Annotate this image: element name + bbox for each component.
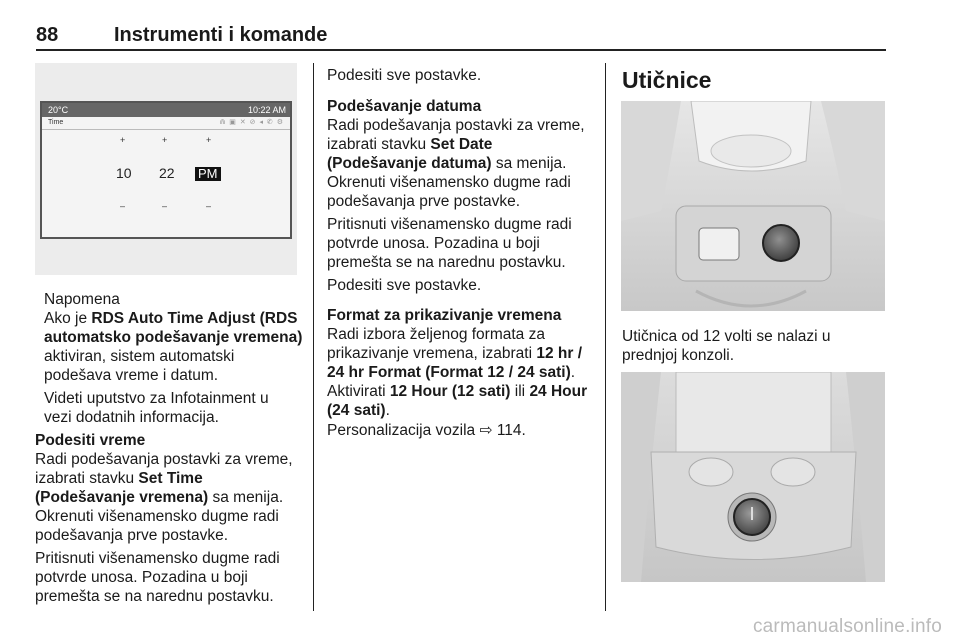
set-time-line-4: Okrenuti višenamensko dugme radi	[35, 508, 279, 525]
set-time-line-5: podešavanja prve postavke.	[35, 527, 229, 544]
note-line-2: automatsko podešavanje vremena)	[44, 329, 303, 346]
screen-menu-title: Time	[48, 119, 64, 126]
set-date-p2-line-3: premešta se na narednu postavku.	[327, 254, 566, 271]
set-date-p2-line-1: Pritisnuti višenamensko dugme radi	[327, 216, 572, 233]
set-time-line-2: izabrati stavku Set Time	[35, 470, 203, 487]
set-date-line-1: Radi podešavanja postavki za vreme,	[327, 117, 585, 134]
set-date-line-5: podešavanja prve postavke.	[327, 193, 521, 210]
hour-minus-icon: –	[120, 201, 126, 211]
power-outlet-photo-2	[621, 372, 885, 582]
minute-minus-icon: –	[162, 201, 168, 211]
time-format-line-5: (24 sati).	[327, 402, 390, 419]
page-header	[36, 24, 886, 52]
time-format-line-4: Aktivirati 12 Hour (12 sati) ili 24 Hour	[327, 383, 588, 400]
hour-value: 10	[116, 165, 132, 181]
cross-reference: Personalizacija vozila ⇨ 114.	[327, 422, 526, 439]
minute-value: 22	[159, 165, 175, 181]
set-date-line-2: izabrati stavku Set Date	[327, 136, 493, 153]
watermark: carmanualsonline.info	[752, 616, 942, 637]
note-p2-line-1: Videti uputstvo za Infotainment u	[44, 390, 269, 407]
screen-status-icons: ⋒ ▣ ✕ ⊘ ◂ ✆ ⚙	[219, 119, 284, 126]
note-line-4: podešava vreme i datum.	[44, 367, 219, 384]
minute-plus-icon: +	[162, 135, 168, 145]
set-date-p3: Podesiti sve postavke.	[327, 277, 482, 294]
set-time-p2-line-2: potvrde unosa. Pozadina u boji	[35, 569, 248, 586]
hour-plus-icon: +	[120, 135, 126, 145]
ampm-value: PM	[195, 167, 221, 181]
screen-status-bar	[42, 103, 290, 117]
column-divider-2	[605, 63, 606, 611]
ampm-minus-icon: –	[206, 201, 212, 211]
set-time-line-3: (Podešavanje vremena) sa menija.	[35, 489, 284, 506]
time-format-line-2: prikazivanje vremena, izabrati 12 hr /	[327, 345, 583, 362]
note-line-1: Ako je RDS Auto Time Adjust (RDS	[44, 310, 298, 327]
header-rule	[36, 49, 886, 51]
caption-line-1: Utičnica od 12 volti se nalazi u	[622, 328, 831, 345]
infotainment-screen-image	[35, 63, 297, 275]
note-heading: Napomena	[44, 291, 120, 308]
screen-clock: 10:22 AM	[247, 105, 286, 115]
screen-temperature: 20°C	[48, 105, 69, 115]
time-settings-screen	[40, 101, 292, 239]
set-date-line-3: (Podešavanje datuma) sa menija.	[327, 155, 567, 172]
time-format-heading: Format za prikazivanje vremena	[327, 307, 562, 324]
note-p2-line-2: vezi dodatnih informacija.	[44, 409, 219, 426]
ampm-plus-icon: +	[206, 135, 212, 145]
screen-menu-bar	[42, 117, 290, 130]
set-time-p2-line-3: premešta se na narednu postavku.	[35, 588, 274, 605]
caption-line-2: prednjoj konzoli.	[622, 347, 735, 364]
page-number: 88	[36, 24, 59, 46]
time-format-line-1: Radi izbora željenog formata za	[327, 326, 545, 343]
set-date-line-4: Okrenuti višenamensko dugme radi	[327, 174, 571, 191]
arrow-right-icon: ⇨	[479, 422, 493, 439]
set-date-heading: Podešavanje datuma	[327, 98, 482, 115]
chapter-title: Instrumenti i komande	[114, 24, 328, 46]
set-time-heading: Podesiti vreme	[35, 432, 146, 449]
intro-text: Podesiti sve postavke.	[327, 67, 482, 84]
note-line-3: aktiviran, sistem automatski	[44, 348, 235, 365]
column-divider-1	[313, 63, 314, 611]
set-date-p2-line-2: potvrde unosa. Pozadina u boji	[327, 235, 540, 252]
time-format-line-3: 24 hr Format (Format 12 / 24 sati).	[327, 364, 576, 381]
set-time-p2-line-1: Pritisnuti višenamensko dugme radi	[35, 550, 280, 567]
set-time-line-1: Radi podešavanja postavki za vreme,	[35, 451, 293, 468]
reference-page-link[interactable]: 114.	[496, 422, 526, 439]
power-outlet-photo-1	[621, 101, 885, 311]
sockets-heading: Utičnice	[622, 67, 712, 93]
